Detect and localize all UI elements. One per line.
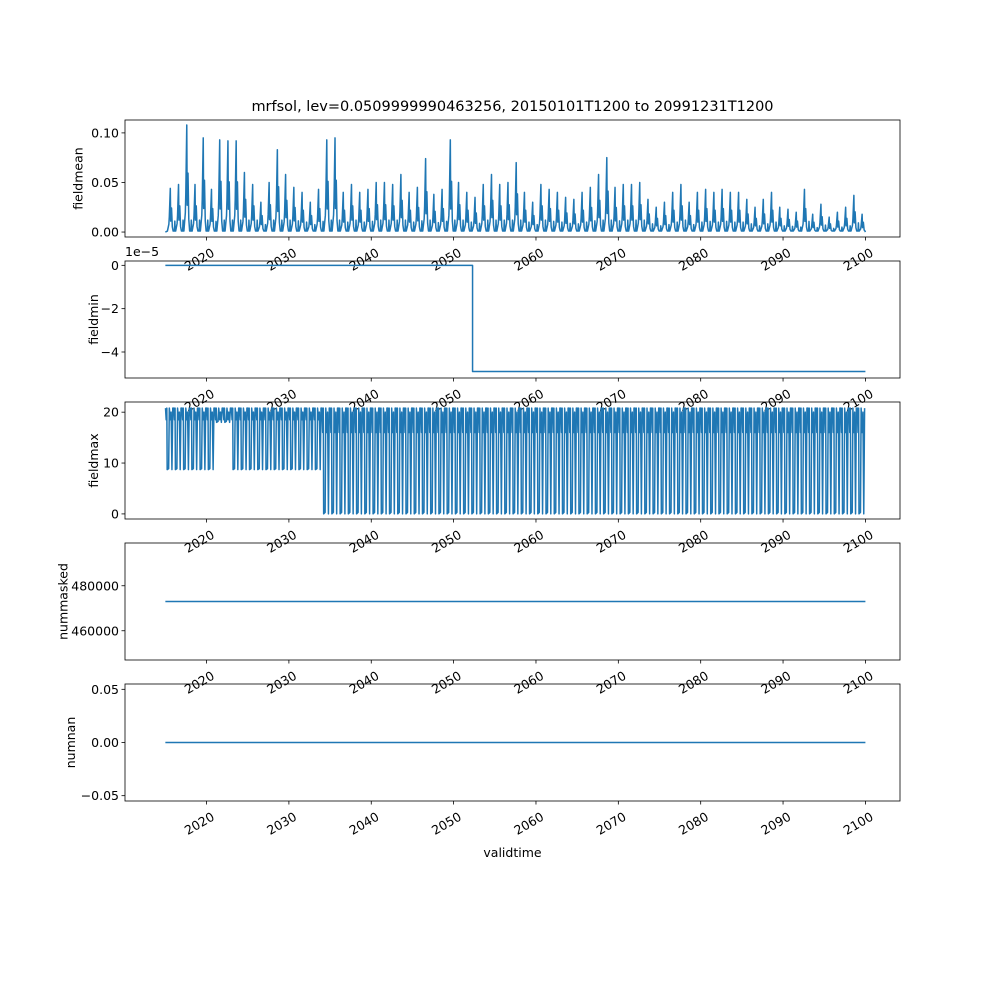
series-line-fieldmax xyxy=(166,408,865,514)
x-tick-label: 2100 xyxy=(840,385,876,415)
x-tick-label: 2030 xyxy=(264,244,300,274)
y-tick-label: 0.05 xyxy=(91,174,119,190)
subplot-nummasked xyxy=(55,543,900,697)
y-tick-label: −0.05 xyxy=(80,788,119,804)
x-tick-label: 2070 xyxy=(593,526,629,556)
x-tick-label: 2060 xyxy=(511,244,547,274)
x-tick-label: 2070 xyxy=(593,808,629,838)
y-axis-label: nummasked xyxy=(55,563,71,640)
x-tick-label: 2040 xyxy=(346,385,382,415)
x-tick-label: 2070 xyxy=(593,667,629,697)
plot-frame xyxy=(125,261,900,378)
series-line-fieldmean xyxy=(165,125,865,232)
x-tick-label: 2060 xyxy=(511,526,547,556)
subplot-fieldmin xyxy=(86,244,900,415)
x-tick-label: 2080 xyxy=(675,526,711,556)
x-tick-label: 2070 xyxy=(593,244,629,274)
x-tick-label: 2060 xyxy=(511,385,547,415)
figure-title: mrfsol, lev=0.0509999990463256, 20150101T1200 to 20991231T1200 xyxy=(251,99,774,115)
y-tick-label: −4 xyxy=(100,344,119,360)
y-tick-label: −2 xyxy=(100,301,119,317)
x-tick-label: 2070 xyxy=(593,385,629,415)
x-tick-label: 2080 xyxy=(675,385,711,415)
x-tick-label: 2020 xyxy=(181,526,217,556)
x-tick-label: 2030 xyxy=(264,526,300,556)
x-tick-label: 2020 xyxy=(181,667,217,697)
y-tick-label: 480000 xyxy=(71,578,119,594)
x-tick-label: 2030 xyxy=(264,808,300,838)
x-tick-label: 2020 xyxy=(181,385,217,415)
y-tick-label: 0.00 xyxy=(91,224,119,240)
x-tick-label: 2060 xyxy=(511,808,547,838)
x-tick-label: 2050 xyxy=(428,667,464,697)
x-tick-label: 2050 xyxy=(428,808,464,838)
x-tick-label: 2040 xyxy=(346,526,382,556)
subplot-fieldmax xyxy=(86,402,900,556)
subplot-fieldmean xyxy=(71,120,900,274)
y-tick-label: 460000 xyxy=(71,623,119,639)
x-axis-label: validtime xyxy=(483,845,542,860)
x-tick-label: 2060 xyxy=(511,667,547,697)
x-tick-label: 2100 xyxy=(840,667,876,697)
y-axis-label: fieldmin xyxy=(85,294,101,345)
x-tick-label: 2090 xyxy=(758,667,794,697)
y-tick-label: 0.00 xyxy=(91,735,119,750)
x-tick-label: 2100 xyxy=(840,244,876,274)
subplot-stack xyxy=(55,120,900,838)
y-tick-label: 0 xyxy=(111,257,119,273)
x-tick-label: 2030 xyxy=(264,385,300,415)
y-axis-label: numnan xyxy=(63,716,78,769)
x-tick-label: 2100 xyxy=(840,526,876,556)
x-tick-label: 2080 xyxy=(675,667,711,697)
y-axis-label: fieldmean xyxy=(70,147,86,210)
x-tick-label: 2090 xyxy=(758,526,794,556)
y-tick-label: 0.10 xyxy=(91,125,119,141)
x-tick-label: 2050 xyxy=(428,385,464,415)
y-tick-label: 0 xyxy=(111,506,119,522)
x-tick-label: 2080 xyxy=(675,808,711,838)
x-tick-label: 2020 xyxy=(181,808,217,838)
y-tick-label: 10 xyxy=(103,455,119,471)
x-tick-label: 2040 xyxy=(346,244,382,274)
y-tick-label: 0.05 xyxy=(91,681,119,697)
x-tick-label: 2100 xyxy=(840,808,876,838)
x-tick-label: 2050 xyxy=(428,526,464,556)
y-offset-label: 1e−5 xyxy=(125,244,160,259)
y-axis-label: fieldmax xyxy=(85,433,101,488)
subplot-numnan xyxy=(63,682,900,838)
x-tick-label: 2090 xyxy=(758,808,794,838)
x-tick-label: 2050 xyxy=(428,244,464,274)
series-line-fieldmin xyxy=(165,265,865,371)
x-tick-label: 2030 xyxy=(264,667,300,697)
x-tick-label: 2040 xyxy=(346,808,382,838)
x-tick-label: 2020 xyxy=(181,244,217,274)
y-tick-label: 20 xyxy=(103,404,119,420)
x-tick-label: 2040 xyxy=(346,667,382,697)
x-tick-label: 2090 xyxy=(758,244,794,274)
x-tick-label: 2080 xyxy=(675,244,711,274)
x-tick-label: 2090 xyxy=(758,385,794,415)
